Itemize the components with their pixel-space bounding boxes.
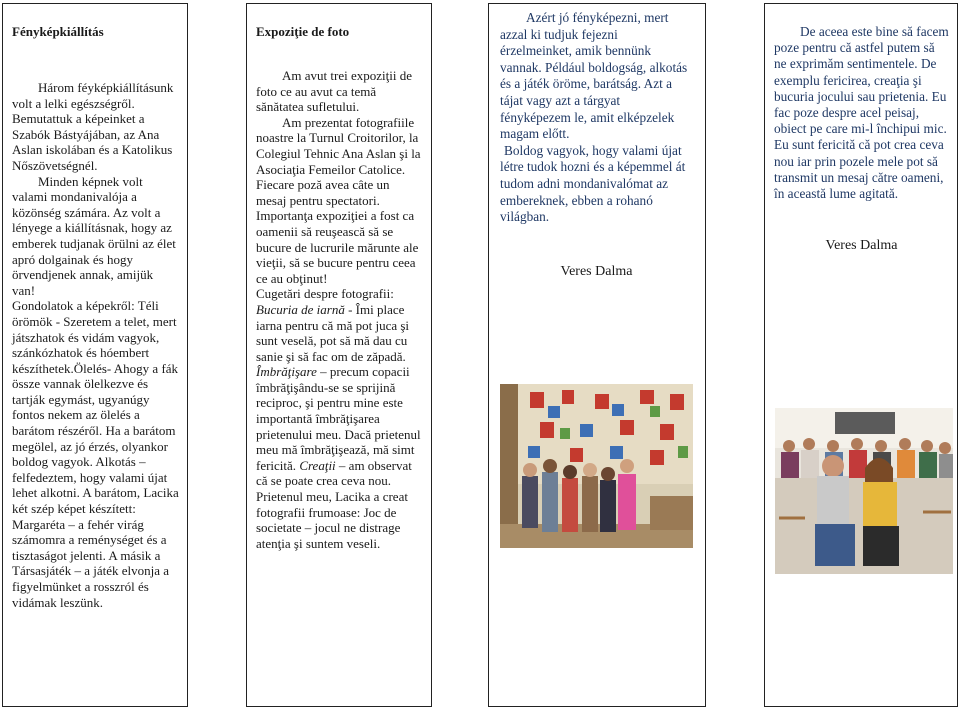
hungarian-paragraph-thoughts: Gondolatok a képekről: Téli örömök - Szeretem a telet, mert játszhatok és vidám vagyok, szánkózhatok és hóembert készíthetek.Ölelés- Ahogy a fák össze vannak ölelkezve és tartják egymást, ugyanúgy fontos nekem az ölelés a barátom részéről. Ha a barátom megölel, az jó érzés, olyankor boldog vagyok. Alkotás – felfedeztem, hogy valami újat lehet alkotni. A barátom, Lacika két szép képet készített: Margaréta – a fehér virág számomra a reménységet és a tisztaságot jelenti. A másik a Társasjáték – a játék elvonja a figyelmünket a rosszról és vidámak leszünk. (12, 298, 179, 610)
photo-title-winter-joy: Bucuria de iarnă (256, 301, 345, 317)
hungarian-reflection-text-2: Boldog vagyok, hogy valami újat létre tudok hozni és a képemmel át tudom adni mondanivalómat az embereknek, ebben a rohanó világban. (500, 142, 686, 225)
thoughts-lead: Cugetări despre fotografii: (256, 286, 394, 302)
hungarian-reflection-column (488, 3, 706, 707)
author-signature-ro: Veres Dalma (825, 238, 898, 254)
hungarian-article-column (2, 3, 188, 707)
photo-title-embrace: Îmbrăţişare (256, 364, 317, 380)
hungarian-article-title: Fényképkiállítás (12, 24, 104, 39)
hungarian-paragraph-venues: Bemutattuk a képeinket a Szabók Bástyájában, az Ana Aslan iskolában és a Katolikus Nőszövetségnél. (12, 111, 173, 173)
author-signature: Veres Dalma (560, 263, 633, 279)
romanian-article-column (246, 3, 432, 707)
romanian-paragraph-venues: Am prezentat fotografiile noastre la Turnul Croitorilor, la Colegiul Tehnic Ana Aslan şi la Asociaţia Femeilor Catolice. Fiecare poză avea câte un mesaj pentru spectatori. Importanţa expoziţiei a fost ca oamenii să reuşească să se bucure de lucrurile mărunte ale vieţii, să se bucure pentru ceea ce au obţinut! (256, 114, 421, 286)
romanian-paragraph-thoughts (256, 286, 423, 551)
hungarian-paragraph-purpose: Minden képnek volt valami mondanivalója a közönség számára. Az volt a lényege a kiállításnak, hogy az emberek tudjanak örülni az élet apró dolgainak és hogy örvendjenek annak, amijük van! (12, 173, 176, 298)
exhibition-hall-photo (500, 384, 693, 548)
hungarian-paragraph-intro: Három féyképkiállításunk volt a lelki egészségről. (12, 80, 174, 111)
romanian-reflection-text: De aceea este bine să facem poze pentru că astfel putem să ne exprimăm sentimentele. De exemplu fericirea, creaţia şi bucuria jocului sau prietenia. Eu fac poze despre acel peisaj, obiect pe care mi-l închipui mic. Eu sunt fericită că pot crea ceva nou iar prin pozele mele pot să transmit un mesaj către oameni, în această lume agitată. (774, 24, 949, 202)
romanian-paragraph-intro: Am avut trei expoziţii de foto ce au avut ca temă sănătatea sufletului. (256, 68, 412, 115)
embrace-text: – precum copacii îmbrăţişându-se se sprijină reciproc, şi pentru mine este importantă îmbrăţişarea prietenului meu. Dacă prietenul meu mă îmbrăţişează, mă simt fericită. (256, 364, 421, 473)
audience-photo (775, 408, 953, 574)
hungarian-reflection-text: Azért jó fényképezni, mert azzal ki tudjuk fejezni érzelmeinket, amik bennünk vannak. Például boldogság, alkotás és a játék öröme, barátság. Azt a tájat vagy azt a tárgyat fényképezem le, amit elképzelek magam előtt. (500, 10, 688, 142)
winter-joy-text: - Îmi place iarna pentru că mă pot juca şi sunt veselă, pot să mă dau cu sanie şi să fac om de zăpadă. (256, 301, 410, 364)
romanian-article-title: Expoziţie de foto (256, 24, 350, 39)
creations-text: – am observat că se poate crea ceva nou. Prietenul meu, Lacika a creat fotografii frumoase: Joc de societate – jocul ne distrage atenţia şi suntem veseli. (256, 457, 412, 551)
photo-title-creations: Creaţii (299, 457, 336, 473)
romanian-reflection-column (764, 3, 958, 707)
